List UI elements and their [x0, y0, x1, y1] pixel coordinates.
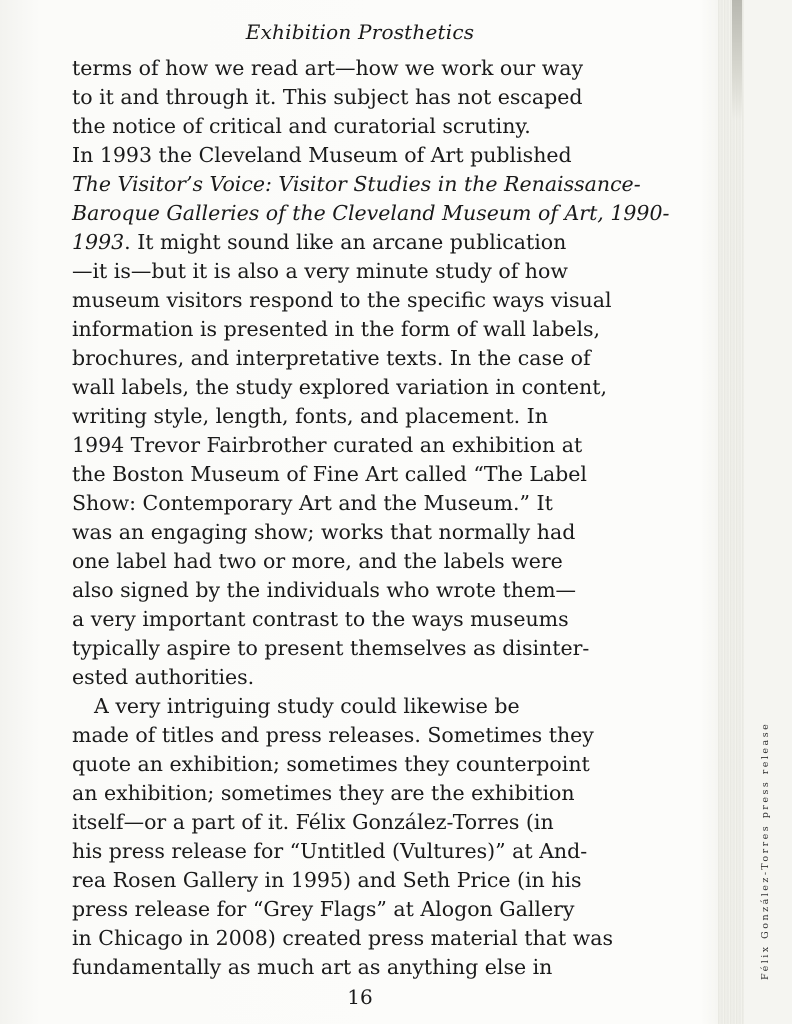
italic-year: 1993 — [72, 230, 125, 254]
text-line: also signed by the individuals who wrote them— — [72, 578, 577, 602]
text-line-italic: Baroque Galleries of the Cleveland Museum of Art, 1990- — [72, 201, 670, 225]
text-line: —it is—but it is also a very minute study of how — [72, 259, 568, 283]
text-line: press release for “Grey Flags” at Alogon Gallery — [72, 897, 575, 921]
page-number: 16 — [347, 985, 373, 1009]
text-line: terms of how we read art—how we work our way — [72, 56, 584, 80]
text-line: made of titles and press releases. Sometimes they — [72, 723, 594, 747]
text-line: itself—or a part of it. Félix González-Torres (in — [72, 810, 554, 834]
paragraph-first-line: A very intriguing study could likewise be — [94, 694, 520, 718]
text-line: typically aspire to present themselves as disinter- — [72, 636, 590, 660]
text-line: ested authorities. — [72, 665, 255, 689]
text-line: brochures, and interpretative texts. In the case of — [72, 346, 591, 370]
text-line-italic: The Visitor’s Voice: Visitor Studies in the Renaissance- — [72, 172, 641, 196]
text-line: museum visitors respond to the specific ways visual — [72, 288, 612, 312]
page-edge-strip — [718, 0, 744, 1024]
text-line: a very important contrast to the ways museums — [72, 607, 569, 631]
text-run: . It might sound like an arcane publication — [124, 230, 567, 254]
text-line: 1994 Trevor Fairbrother curated an exhibition at — [72, 433, 583, 457]
page-edge-shadow — [732, 0, 742, 120]
text-line: the notice of critical and curatorial scrutiny. — [72, 114, 531, 138]
text-line: an exhibition; sometimes they are the exhibition — [72, 781, 575, 805]
text-line: writing style, length, fonts, and placement. In — [72, 404, 548, 428]
text-line: information is presented in the form of wall labels, — [72, 317, 601, 341]
text-line: one label had two or more, and the labels were — [72, 549, 563, 573]
text-line — [72, 228, 672, 257]
text-line: fundamentally as much art as anything else in — [72, 955, 553, 979]
text-line: quote an exhibition; sometimes they counterpoint — [72, 752, 590, 776]
text-line: In 1993 the Cleveland Museum of Art published — [72, 143, 572, 167]
text-line: his press release for “Untitled (Vultures)” at And- — [72, 839, 588, 863]
text-line: rea Rosen Gallery in 1995) and Seth Price (in his — [72, 868, 582, 892]
side-tab-label: Félix González-Torres press release — [760, 721, 771, 980]
text-line: wall labels, the study explored variation in content, — [72, 375, 607, 399]
text-line: was an engaging show; works that normally had — [72, 520, 576, 544]
text-line: in Chicago in 2008) created press material that was — [72, 926, 614, 950]
body-text — [72, 54, 672, 982]
text-line: Show: Contemporary Art and the Museum.” It — [72, 491, 553, 515]
text-line: to it and through it. This subject has not escaped — [72, 85, 583, 109]
running-header: Exhibition Prosthetics — [245, 20, 475, 44]
text-line: the Boston Museum of Fine Art called “The Label — [72, 462, 587, 486]
